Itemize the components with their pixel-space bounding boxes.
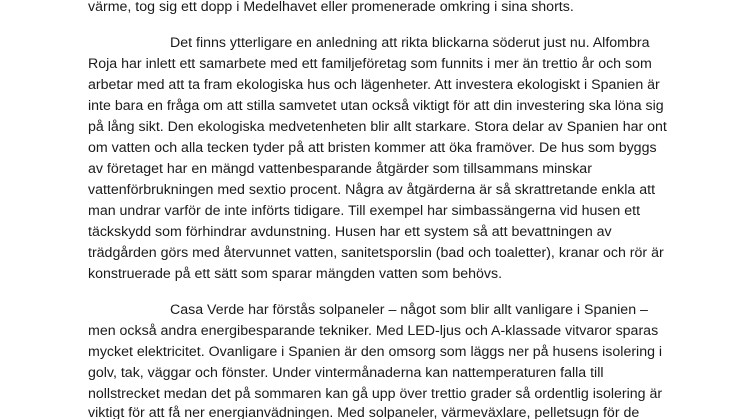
paragraph-1-line-1: värme, tog sig ett dopp i Medelhavet eller promenerade omkring i sina shorts. (88, 0, 574, 15)
paragraph-2-line-10: täckskydd som förhindrar avdunstning. Husen har ett system så att bevattningen av (88, 224, 612, 240)
paragraph-2-line-8: vattenförbrukningen med sextio procent. Några av åtgärderna är så skrattretande enkla att (88, 182, 656, 198)
paragraph-2-line-2: Roja har inlett ett samarbete med ett familjeföretag som funnits i mer än trettio år och som (88, 56, 652, 72)
paragraph-2-line-6: om vatten och alla tecken tyder på att bristen kommer att öka framöver. De hus som byggs (88, 140, 657, 156)
paragraph-3-line-1: Casa Verde har förstås solpaneler – något som blir allt vanligare i Spanien – (170, 302, 648, 318)
paragraph-3-line-5: nollstrecket medan det på sommaren kan gå upp över trettio grader så ordentlig isolering är (88, 386, 663, 402)
paragraph-3-line-2: men också andra energibesparande tekniker. Med LED-ljus och A-klassade vitvaror sparas (88, 323, 659, 339)
paragraph-2-line-3: arbetar med att ta fram ekologiska hus och lägenheter. Att investera ekologiskt i Spanien är (88, 77, 660, 93)
paragraph-2-line-1: Det finns ytterligare en anledning att rikta blickarna söderut just nu. Alfombra (170, 35, 650, 51)
paragraph-2-line-5: på lång sikt. Den ekologiska medvetenheten blir allt starkare. Stora delar av Spanien har ont (88, 119, 667, 135)
paragraph-2-line-4: inte bara en fråga om att stilla samvetet utan också viktigt för att din investering ska löna sig (88, 98, 664, 114)
paragraph-3-line-4: golv, tak, väggar och fönster. Under vintermånaderna kan nattemperaturen falla till (88, 365, 604, 381)
paragraph-2-line-12: konstruerade på ett sätt som sparar mängden vatten som behövs. (88, 266, 503, 282)
paragraph-3-line-6: viktigt för att få ner energianvädningen. Med solpaneler, värmeväxlare, pelletsugn för de (88, 405, 640, 419)
paragraph-3-line-3: mycket elektricitet. Ovanligare i Spanien är den omsorg som läggs ner på husens isolering i (88, 344, 663, 360)
paragraph-2-line-9: man undrar varför de inte införts tidigare. Till exempel har simbassängerna vid husen ett (88, 203, 641, 219)
paragraph-2-line-11: trädgården görs med återvunnet vatten, sanitetsporslin (bad och toaletter), kranar och rör är (88, 245, 664, 261)
paragraph-2-line-7: av företaget har en mängd vattenbesparande åtgärder som tillsammans minskar (88, 161, 592, 177)
